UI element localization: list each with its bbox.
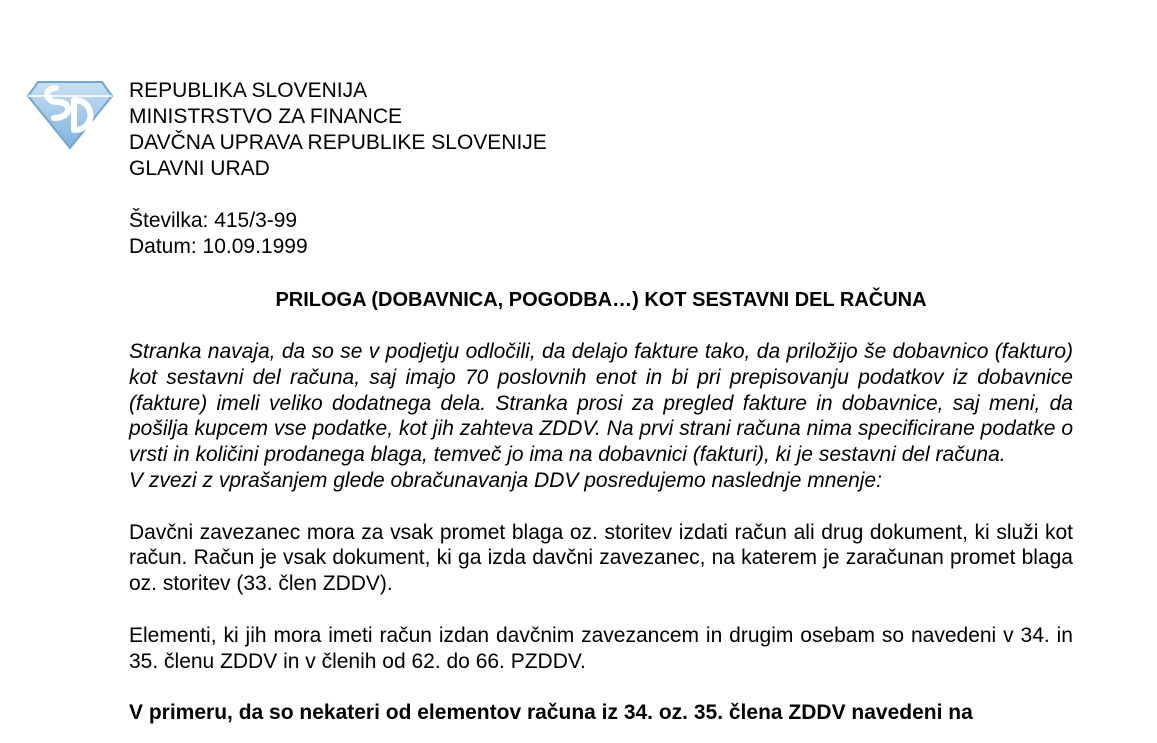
letterhead-office: GLAVNI URAD bbox=[129, 157, 270, 180]
document-body bbox=[129, 339, 1073, 726]
letterhead bbox=[129, 78, 547, 182]
document-title: PRILOGA (DOBAVNICA, POGODBA…) KOT SESTAVNI DEL RAČUNA bbox=[275, 289, 927, 311]
tax-administration-logo bbox=[26, 78, 114, 150]
document-date: Datum: 10.09.1999 bbox=[129, 235, 308, 258]
question-paragraph: Stranka navaja, da so se v podjetju odločili, da delajo fakture tako, da priložijo še dobavnico (fakturo) kot sestavni del računa, saj imajo 70 poslovnih enot in bi pri prepisovanju podatkov iz dobavnice (fakture) imeli veliko dodatnega dela. Stranka prosi za pregled fakture in dobavnice, saj meni, da pošilja kupcem vse podatke, kot jih zahteva ZDDV. Na prvi strani računa nima specificirane podatke o vrsti in količini prodanega blaga, temveč jo ima na dobavnici (fakturi), ki je sestavni del računa. bbox=[129, 340, 1073, 467]
intro-paragraph: V zvezi z vprašanjem glede obračunavanja DDV posredujemo naslednje mnenje: bbox=[129, 468, 882, 492]
letterhead-administration: DAVČNA UPRAVA REPUBLIKE SLOVENIJE bbox=[129, 131, 547, 154]
paragraph-invoice-definition: Davčni zavezanec mora za vsak promet blaga oz. storitev izdati račun ali drug dokument, ki služi kot račun. Račun je vsak dokument, ki ga izda davčni zavezanec, na katerem je zaračunan promet blaga oz. storitev (33. člen ZDDV). bbox=[129, 520, 1073, 596]
document-meta bbox=[129, 208, 308, 260]
paragraph-elements-case: V primeru, da so nekateri od elementov računa iz 34. oz. 35. člena ZDDV navedeni na bbox=[129, 701, 973, 725]
letterhead-country: REPUBLIKA SLOVENIJA bbox=[129, 79, 368, 102]
document-number: Številka: 415/3-99 bbox=[129, 209, 298, 232]
letterhead-ministry: MINISTRSTVO ZA FINANCE bbox=[129, 105, 403, 128]
paragraph-invoice-elements: Elementi, ki jih mora imeti račun izdan davčnim zavezancem in drugim osebam so navedeni v 34. in 35. členu ZDDV in v členih od 62. do 66. PZDDV. bbox=[129, 623, 1073, 673]
